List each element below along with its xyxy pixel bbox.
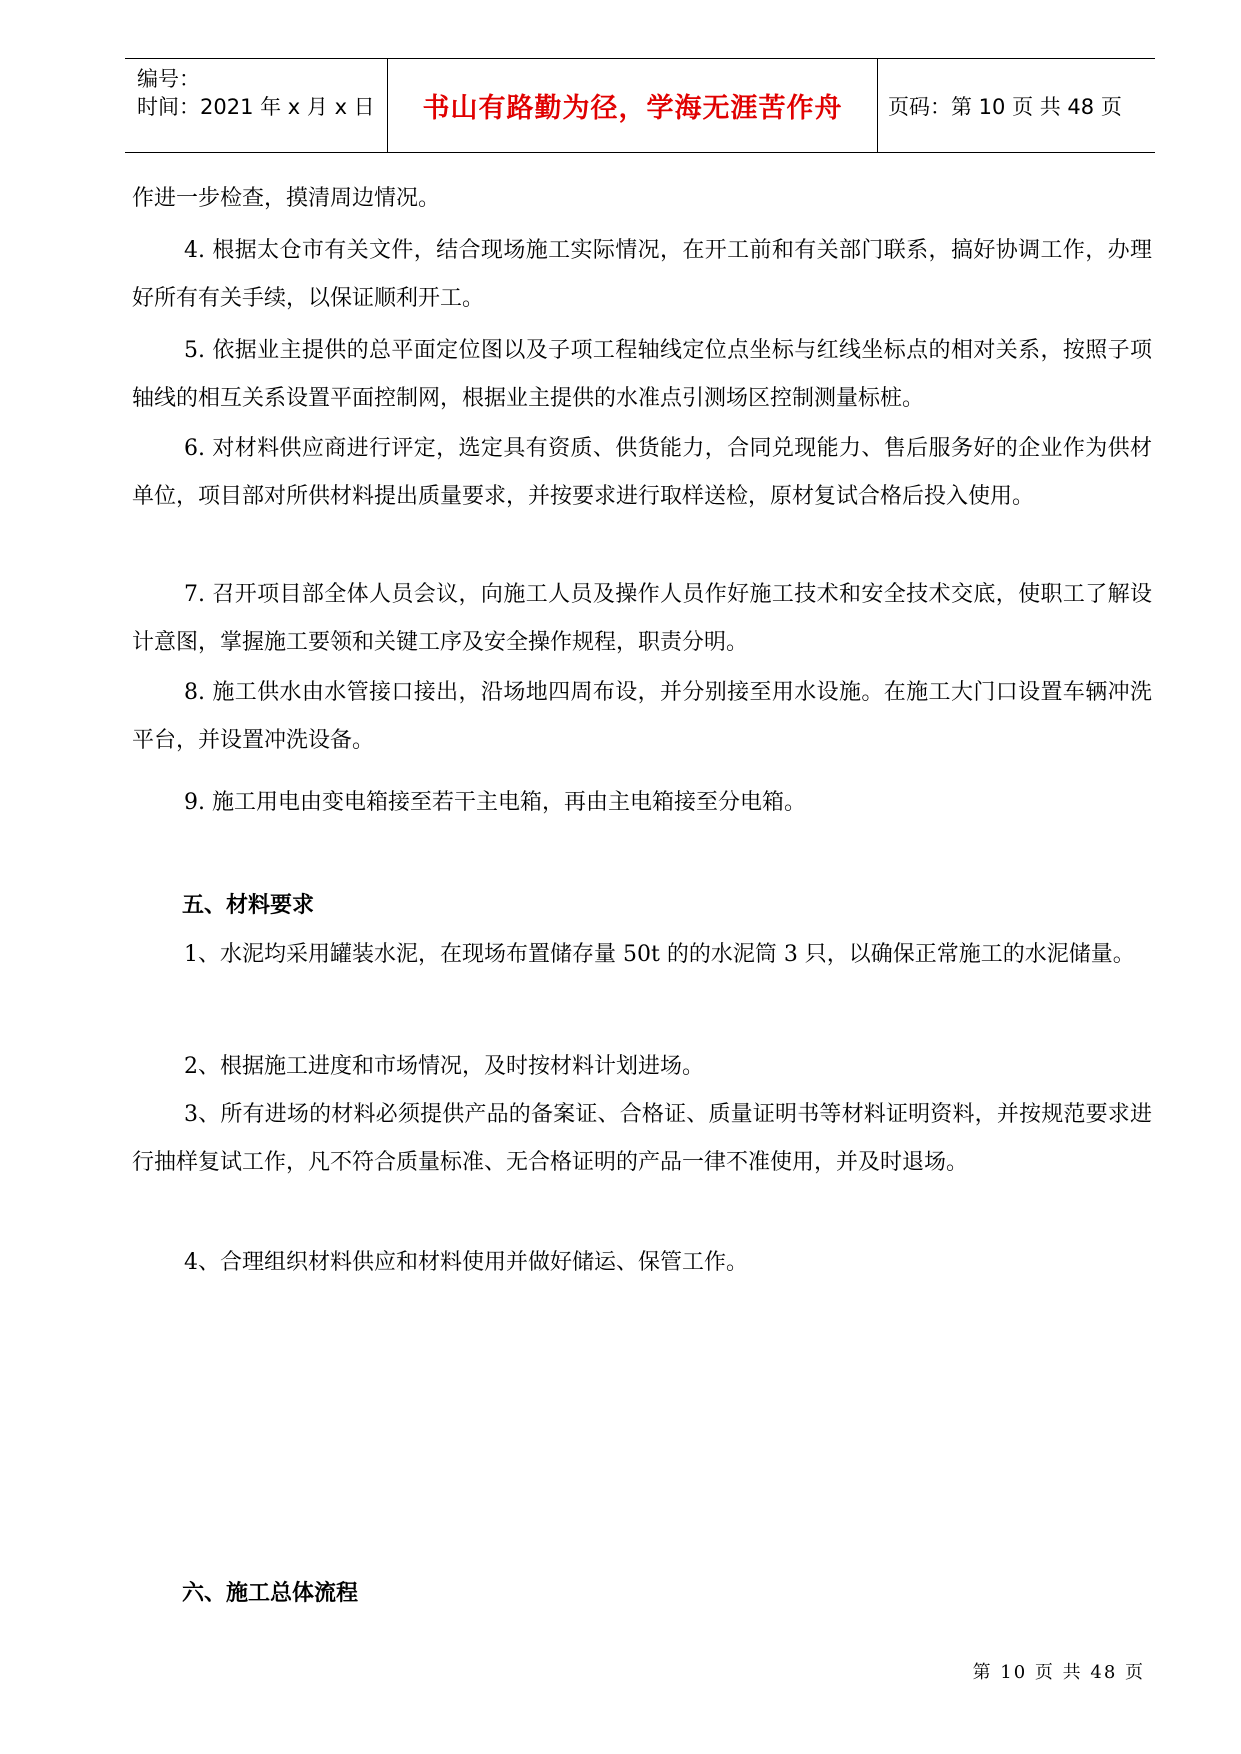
section-heading-materials: 五、材料要求 [182,893,315,918]
materials-item-1: 1、水泥均采用罐装水泥，在现场布置储存量 50t 的的水泥筒 3 只，以确保正常施工的水泥储量。 [184,942,1135,967]
document-header [125,58,1155,153]
paragraph-continuation: 作进一步检查，摸清周边情况。 [132,186,441,211]
page-footer: 第 10 页 共 48 页 [972,1662,1145,1683]
paragraph-item-8: 8. 施工供水由水管接口接出，沿场地四周布设，并分别接至用水设施。在施工大门口设置车辆冲洗平台，并设置冲洗设备。 [132,680,1152,753]
paragraph-item-5: 5. 依据业主提供的总平面定位图以及子项工程轴线定位点坐标与红线坐标点的相对关系，按照子项轴线的相互关系设置平面控制网，根据业主提供的水准点引测场区控制测量标桩。 [132,338,1152,411]
materials-item-3: 3、所有进场的材料必须提供产品的备案证、合格证、质量证明书等材料证明资料，并按规范要求进行抽样复试工作，凡不符合质量标准、无合格证明的产品一律不准使用，并及时退场。 [132,1102,1152,1175]
paragraph-item-6: 6. 对材料供应商进行评定，选定具有资质、供货能力，合同兑现能力、售后服务好的企业作为供材单位，项目部对所供材料提出质量要求，并按要求进行取样送检，原材复试合格后投入使用。 [132,436,1152,509]
paragraph-item-9: 9. 施工用电由变电箱接至若干主电箱，再由主电箱接至分电箱。 [184,790,806,815]
section-heading-process: 六、施工总体流程 [182,1581,359,1606]
materials-item-4: 4、合理组织材料供应和材料使用并做好储运、保管工作。 [184,1250,748,1275]
paragraph-item-7: 7. 召开项目部全体人员会议，向施工人员及操作人员作好施工技术和安全技术交底，使职工了解设计意图，掌握施工要领和关键工序及安全操作规程，职责分明。 [132,582,1152,655]
paragraph-item-4: 4. 根据太仓市有关文件，结合现场施工实际情况，在开工前和有关部门联系，搞好协调工作，办理好所有有关手续，以保证顺利开工。 [132,238,1152,311]
header-date-label: 时间：2021 年 x 月 x 日 [137,95,375,119]
header-page-label: 页码：第 10 页 共 48 页 [888,94,1122,119]
header-meta-cell [125,59,388,152]
header-motto: 书山有路勤为径，学海无涯苦作舟 [388,59,878,152]
header-number-label: 编号： [137,67,200,91]
materials-item-2: 2、根据施工进度和市场情况，及时按材料计划进场。 [184,1054,704,1079]
